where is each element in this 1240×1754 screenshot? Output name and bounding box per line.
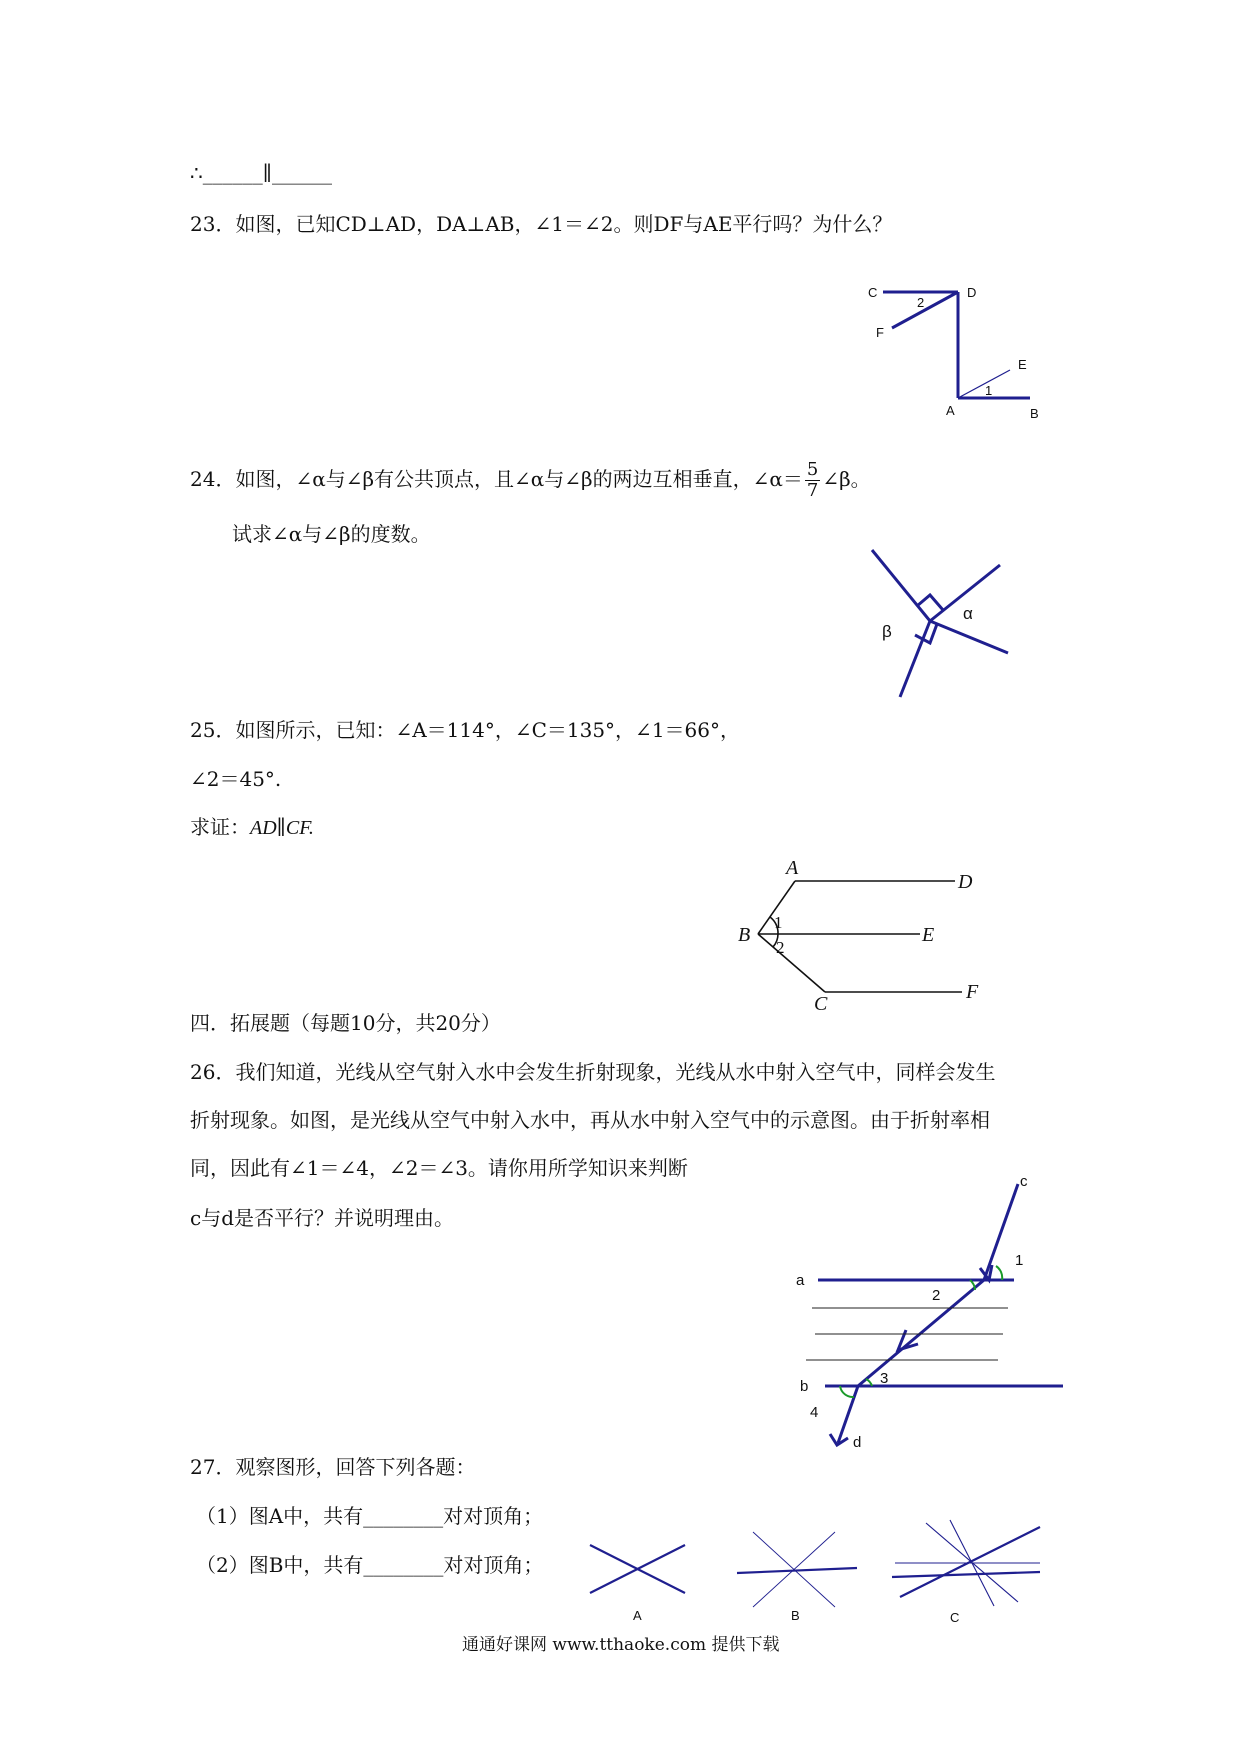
q25-label-c: C bbox=[814, 993, 828, 1015]
q24-ray-4 bbox=[900, 621, 930, 697]
q26-label-3: 3 bbox=[880, 1370, 889, 1387]
q23-label-d: D bbox=[967, 285, 977, 300]
q24-fraction bbox=[805, 460, 820, 501]
q26-line1: 26．我们知道，光线从空气射入水中会发生折射现象，光线从水中射入空气中，同样会发生 bbox=[190, 1060, 996, 1084]
q25-label-1: 1 bbox=[774, 913, 783, 932]
q24-ray-3 bbox=[930, 621, 1008, 653]
q26-line4: c与d是否平行？并说明理由。 bbox=[190, 1206, 455, 1230]
q23-label-b: B bbox=[1030, 406, 1039, 421]
q24-text-before: 24．如图，∠α与∠β有公共顶点，且∠α与∠β的两边互相垂直，∠α＝ bbox=[190, 467, 803, 491]
q25-label-d: D bbox=[958, 871, 973, 893]
q25-label-a: A bbox=[786, 857, 799, 879]
q22-therefore-line: ∴______∥______ bbox=[190, 161, 332, 185]
q25-label-2: 2 bbox=[776, 938, 785, 957]
q25-figure bbox=[730, 855, 1000, 1015]
q25-line1: 25．如图所示，已知：∠A＝114°，∠C＝135°，∠1＝66°， bbox=[190, 718, 740, 742]
q26-figure bbox=[770, 1173, 1070, 1470]
q26-label-b: b bbox=[800, 1378, 809, 1395]
q27-c-line-4 bbox=[900, 1527, 1040, 1597]
q27-label-c: C bbox=[950, 1610, 960, 1625]
q27-c-line-5 bbox=[892, 1572, 1040, 1577]
q23-line-ae bbox=[958, 370, 1010, 398]
q26-label-a: a bbox=[796, 1272, 805, 1289]
q24-question bbox=[190, 454, 871, 504]
q24-line2: 试求∠α与∠β的度数。 bbox=[232, 522, 431, 546]
q24-frac-den: 7 bbox=[806, 480, 819, 501]
q25-label-e: E bbox=[922, 924, 935, 946]
q24-label-alpha: α bbox=[963, 604, 973, 623]
q23-label-2: 2 bbox=[917, 295, 925, 310]
q26-label-d: d bbox=[853, 1434, 862, 1451]
q26-label-4: 4 bbox=[810, 1404, 819, 1421]
q23-line-df bbox=[892, 292, 958, 328]
q24-frac-num: 5 bbox=[806, 459, 819, 480]
q25-prove-expr: AD∥CF. bbox=[250, 817, 314, 839]
q25-label-f: F bbox=[966, 981, 979, 1003]
q23-label-c: C bbox=[868, 285, 878, 300]
q23-label-f: F bbox=[876, 325, 884, 340]
q26-arc-1 bbox=[996, 1266, 1002, 1280]
q23-label-e: E bbox=[1018, 357, 1027, 372]
q26-label-c: c bbox=[1020, 1173, 1028, 1190]
q26-line2: 折射现象。如图，是光线从空气中射入水中，再从水中射入空气中的示意图。由于折射率相 bbox=[190, 1108, 990, 1132]
q24-label-beta: β bbox=[882, 622, 892, 641]
q24-figure bbox=[860, 545, 1020, 705]
q25-line-bc bbox=[758, 934, 825, 992]
section4-title: 四．拓展题（每题10分，共20分） bbox=[190, 1011, 501, 1035]
q26-ray-c bbox=[984, 1184, 1018, 1280]
q27-sub1: （1）图A中，共有________对对顶角； bbox=[196, 1504, 544, 1528]
q25-label-b: B bbox=[738, 924, 751, 946]
q27-label-b: B bbox=[791, 1608, 800, 1623]
q25-prove bbox=[190, 814, 314, 841]
q26-label-1: 1 bbox=[1015, 1252, 1024, 1269]
q27-sub2: （2）图B中，共有________对对顶角； bbox=[196, 1553, 544, 1577]
q24-text-after: ∠β。 bbox=[822, 467, 871, 491]
q26-arc-4 bbox=[840, 1386, 854, 1397]
q24-ray-1 bbox=[872, 550, 930, 621]
q27-figure-a bbox=[585, 1525, 695, 1625]
q25-line2: ∠2＝45°. bbox=[190, 767, 282, 791]
q27-label-a: A bbox=[633, 1608, 642, 1623]
q23-label-a: A bbox=[946, 403, 955, 418]
q27-figure-c bbox=[890, 1517, 1050, 1627]
page-footer: 通通好课网 www.tthaoke.com 提供下载 bbox=[462, 1635, 780, 1655]
q26-line3: 同，因此有∠1＝∠4，∠2＝∠3。请你用所学知识来判断 bbox=[190, 1156, 688, 1180]
q23-figure bbox=[860, 280, 1060, 430]
q23-label-1: 1 bbox=[985, 383, 993, 398]
q27-figure-b bbox=[735, 1525, 865, 1625]
q26-label-2: 2 bbox=[932, 1287, 941, 1304]
q23-question: 23．如图，已知CD⊥AD，DA⊥AB，∠1＝∠2。则DF与AE平行吗？为什么？ bbox=[190, 212, 893, 236]
q26-ray-middle bbox=[858, 1280, 984, 1386]
q27-question: 27．观察图形，回答下列各题： bbox=[190, 1455, 476, 1479]
q25-prove-label: 求证： bbox=[190, 815, 250, 839]
